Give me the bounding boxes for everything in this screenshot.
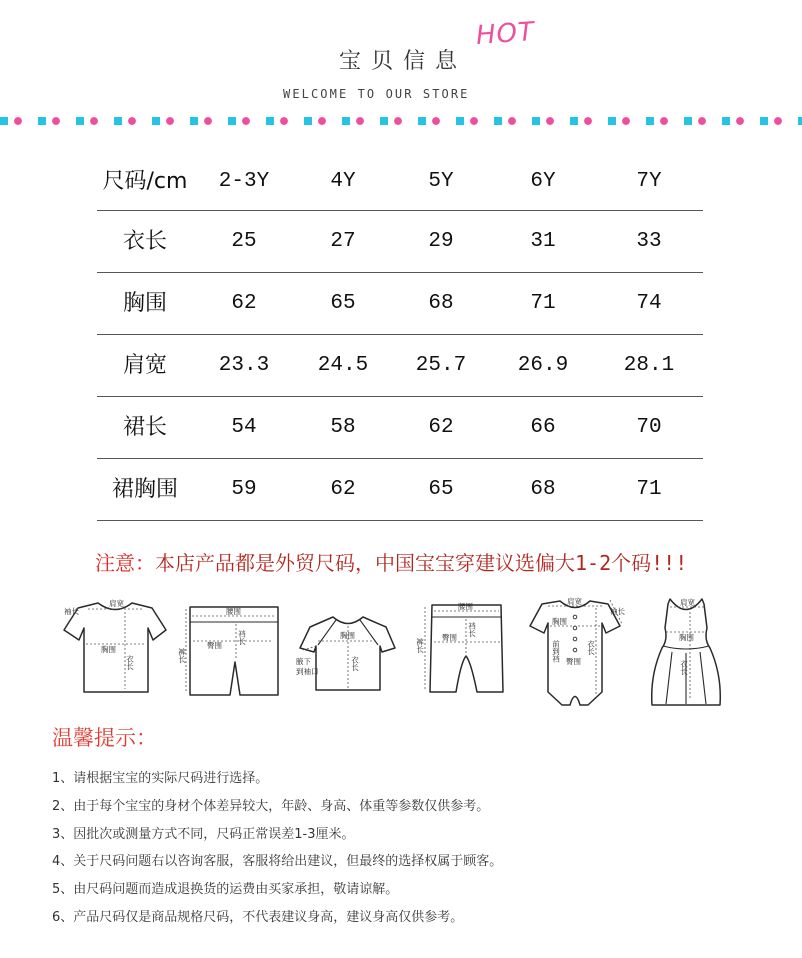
table-row [97, 335, 703, 397]
measure-label: 衣长 [350, 656, 360, 671]
table-cell: 70 [636, 416, 662, 439]
list-item: 1、请根据宝宝的实际尺码进行选择。 [52, 771, 269, 786]
column-header: 2-3Y [218, 170, 270, 193]
table-cell: 62 [428, 416, 454, 439]
page-title: 宝贝信息 [339, 49, 468, 74]
table-cell: 28.1 [623, 354, 675, 377]
list-item: 6、产品尺码仅是商品规格尺码，不代表建议身高，建议身高仅供参考。 [52, 909, 464, 925]
measure-label: 裆长 [237, 630, 247, 645]
t-shirt-diagram [64, 598, 166, 692]
row-label: 胸围 [122, 291, 167, 316]
measure-label: 袖长 [64, 607, 79, 616]
row-label: 裙长 [122, 415, 167, 440]
pants-diagram [415, 602, 503, 692]
table-cell: 25.7 [415, 354, 467, 377]
dot-divider [0, 116, 802, 126]
list-item: 5、由尺码问题而造成退换货的运费由买家承担，敬请谅解。 [52, 882, 399, 898]
button-dot [573, 637, 577, 641]
table-row [97, 397, 703, 459]
notice-prefix: 注意： [95, 551, 155, 575]
table-cell: 26.9 [517, 354, 569, 377]
measure-label: 裤长 [177, 648, 187, 663]
measure-label: 到袖口 [296, 667, 319, 676]
table-cell: 71 [530, 292, 556, 315]
tips-title: 温馨提示： [52, 726, 157, 750]
measure-label: 前到裆 [551, 640, 561, 663]
table-row [97, 273, 703, 335]
table-cell: 23.3 [218, 354, 270, 377]
measure-label: 衣长 [679, 660, 689, 675]
table-cell: 65 [330, 292, 356, 315]
table-cell: 25 [231, 230, 257, 253]
row-label: 衣长 [122, 229, 167, 254]
measure-label: 衣长 [125, 655, 135, 670]
measure-label: 袖长 [610, 607, 625, 616]
table-cell: 62 [330, 478, 356, 501]
button-dot [573, 615, 577, 619]
table-cell: 24.5 [317, 354, 369, 377]
column-header: 6Y [530, 170, 556, 193]
measure-label: 裆长 [467, 622, 477, 637]
measure-label: 臀围 [207, 641, 222, 650]
row-label: 裙胸围 [111, 477, 178, 502]
shorts-diagram [177, 607, 278, 695]
table-cell: 74 [636, 292, 662, 315]
row-label: 肩宽 [122, 353, 167, 378]
table-row [97, 459, 703, 521]
list-item: 4、关于尺码问题右以咨询客服，客服将给出建议，但最终的选择权属于顾客。 [52, 854, 503, 870]
measure-label: 臀围 [566, 657, 581, 666]
raglan-tee-outline [300, 617, 395, 690]
measure-label: 胸围 [340, 631, 355, 640]
romper-diagram [530, 596, 625, 705]
list-item: 3、因批次或测量方式不同，尺码正常误差1-3厘米。 [52, 826, 355, 842]
measure-label: 肩宽 [567, 597, 582, 606]
button-dot [573, 626, 577, 630]
measure-label: 肩宽 [109, 599, 124, 608]
table-row [97, 211, 703, 273]
dress-diagram [652, 597, 721, 705]
welcome-subtitle: WELCOME TO OUR STORE [283, 87, 470, 101]
size-notice [95, 551, 687, 575]
table-cell: 27 [330, 230, 356, 253]
column-header: 7Y [636, 170, 662, 193]
measure-label: 衣长 [586, 640, 596, 655]
table-cell: 62 [231, 292, 257, 315]
measure-label: 肩宽 [680, 598, 695, 607]
measure-label: 腰围 [226, 607, 241, 616]
measure-label: 胸围 [552, 617, 567, 626]
table-cell: 65 [428, 478, 454, 501]
column-header: 5Y [428, 170, 454, 193]
raglan-tee-diagram [296, 617, 395, 690]
measure-label: 腰围 [458, 602, 473, 611]
shorts-outline [190, 607, 278, 695]
table-cell: 68 [428, 292, 454, 315]
measurement-diagrams [0, 590, 802, 715]
list-item: 2、由于每个宝宝的身材个体差异较大，年龄、身高、体重等参数仅供参考。 [52, 798, 490, 814]
column-header: 4Y [330, 170, 356, 193]
table-cell: 66 [530, 416, 556, 439]
table-cell: 54 [231, 416, 257, 439]
table-header-row [97, 153, 703, 211]
table-cell: 33 [636, 230, 662, 253]
tips-list [52, 765, 502, 932]
button-dot [573, 648, 577, 652]
notice-text: 本店产品都是外贸尺码，中国宝宝穿建议选偏大1-2个码!!! [155, 551, 688, 575]
table-cell: 58 [330, 416, 356, 439]
table-cell: 29 [428, 230, 454, 253]
table-cell: 31 [530, 230, 556, 253]
table-cell: 71 [636, 478, 662, 501]
measure-label: 胸围 [679, 633, 694, 642]
hot-badge: HOT [475, 16, 536, 52]
measure-label: 裤长 [415, 638, 425, 653]
measure-label: 腋下 [296, 657, 311, 666]
size-table [97, 153, 703, 521]
table-cell: 59 [231, 478, 257, 501]
measure-label: 臀围 [442, 633, 457, 642]
table-cell: 68 [530, 478, 556, 501]
column-header-size: 尺码/cm [102, 169, 188, 194]
measure-label: 胸围 [101, 645, 116, 654]
pants-outline [430, 605, 503, 692]
